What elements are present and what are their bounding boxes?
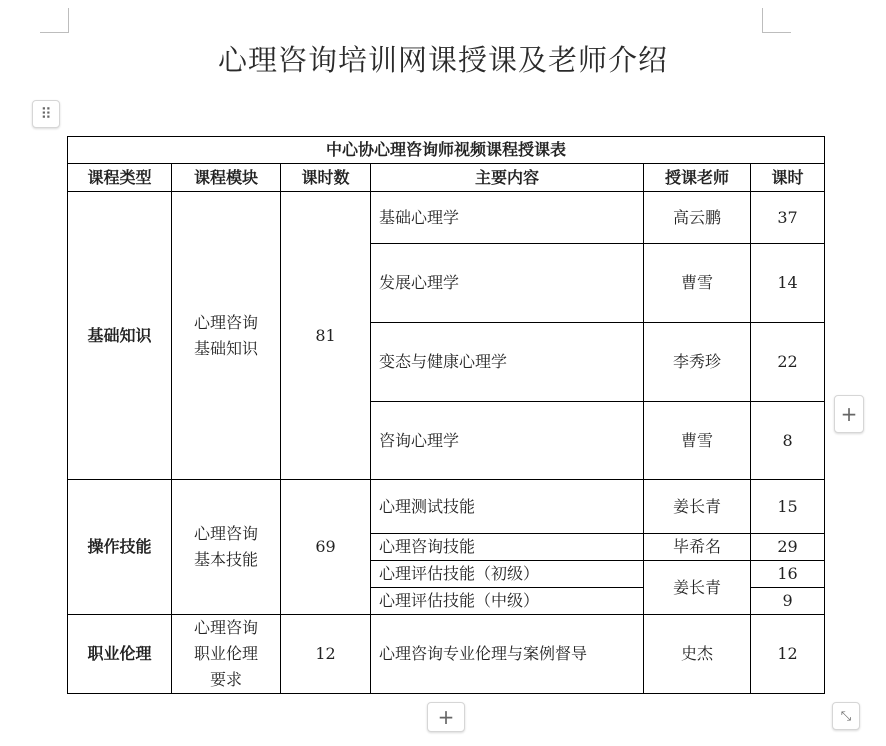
teacher-cell[interactable]: 李秀珍: [644, 323, 751, 402]
resize-icon[interactable]: ⤡: [832, 702, 860, 730]
content-cell[interactable]: 心理评估技能（中级）: [371, 588, 644, 615]
hours-cell[interactable]: 14: [751, 244, 825, 323]
hours-cell[interactable]: 16: [751, 561, 825, 588]
content-cell[interactable]: 心理咨询专业伦理与案例督导: [371, 615, 644, 694]
header-hours: 课时: [751, 164, 825, 192]
hours-cell[interactable]: 15: [751, 480, 825, 534]
header-course-module: 课程模块: [172, 164, 281, 192]
course-table: [67, 136, 825, 694]
hours-cell[interactable]: 22: [751, 323, 825, 402]
hours-cell[interactable]: 8: [751, 402, 825, 480]
teacher-cell[interactable]: 史杰: [644, 615, 751, 694]
content-cell[interactable]: 心理评估技能（初级）: [371, 561, 644, 588]
page-title: 心理咨询培训网课授课及老师介绍: [217, 43, 668, 77]
content-cell[interactable]: 心理咨询技能: [371, 534, 644, 561]
hours-cell[interactable]: 37: [751, 192, 825, 244]
header-course-type: 课程类型: [68, 164, 172, 192]
header-total-hours: 课时数: [281, 164, 371, 192]
hours-cell[interactable]: 9: [751, 588, 825, 615]
course-module-cell[interactable]: 心理咨询 基本技能: [172, 480, 281, 615]
course-module-cell[interactable]: 心理咨询 职业伦理 要求: [172, 615, 281, 694]
table-header-row: [68, 164, 825, 192]
module-hours-cell[interactable]: 69: [281, 480, 371, 615]
header-main-content: 主要内容: [371, 164, 644, 192]
course-type-cell[interactable]: 职业伦理: [68, 615, 172, 694]
course-type-cell[interactable]: 操作技能: [68, 480, 172, 615]
page-corner-mark-top-left: [40, 8, 69, 33]
teacher-cell[interactable]: 姜长青: [644, 561, 751, 615]
teacher-cell[interactable]: 曹雪: [644, 244, 751, 323]
content-cell[interactable]: 变态与健康心理学: [371, 323, 644, 402]
hours-cell[interactable]: 29: [751, 534, 825, 561]
content-cell[interactable]: 咨询心理学: [371, 402, 644, 480]
header-teacher: 授课老师: [644, 164, 751, 192]
course-module-cell[interactable]: 心理咨询 基础知识: [172, 192, 281, 480]
table-row: [68, 480, 825, 534]
teacher-cell[interactable]: 曹雪: [644, 402, 751, 480]
course-type-cell[interactable]: 基础知识: [68, 192, 172, 480]
content-cell[interactable]: 发展心理学: [371, 244, 644, 323]
add-row-button[interactable]: +: [427, 702, 465, 732]
table-move-handle-icon[interactable]: ⠿: [32, 100, 60, 128]
content-cell[interactable]: 心理测试技能: [371, 480, 644, 534]
table-row: [68, 615, 825, 694]
hours-cell[interactable]: 12: [751, 615, 825, 694]
module-hours-cell[interactable]: 81: [281, 192, 371, 480]
teacher-cell[interactable]: 毕希名: [644, 534, 751, 561]
add-column-button[interactable]: +: [834, 395, 864, 433]
page-corner-mark-top-right: [762, 8, 791, 33]
teacher-cell[interactable]: 高云鹏: [644, 192, 751, 244]
table-row: [68, 192, 825, 244]
teacher-cell[interactable]: 姜长青: [644, 480, 751, 534]
table-caption: 中心协心理咨询师视频课程授课表: [68, 137, 825, 164]
content-cell[interactable]: 基础心理学: [371, 192, 644, 244]
module-hours-cell[interactable]: 12: [281, 615, 371, 694]
